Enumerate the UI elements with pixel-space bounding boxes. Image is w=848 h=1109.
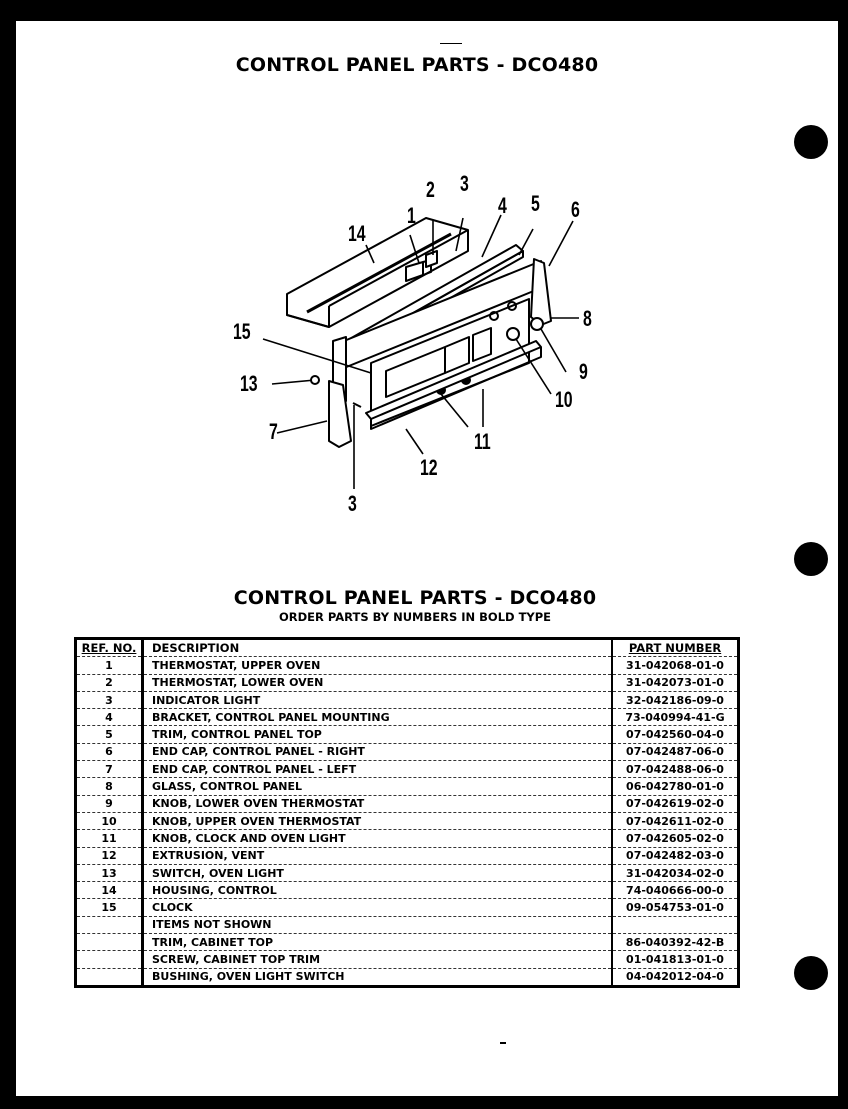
binder-hole-icon <box>794 542 828 576</box>
page-title: CONTROL PANEL PARTS - DCO480 <box>235 54 599 76</box>
scan-mark <box>440 43 462 44</box>
parts-page <box>16 21 838 1096</box>
part-number-cell: 07-042611-02-0 <box>612 812 739 829</box>
part-number-cell: 86-040392-42-B <box>612 934 739 951</box>
description-cell: BUSHING, OVEN LIGHT SWITCH <box>143 968 613 986</box>
ref-cell: 4 <box>76 709 143 726</box>
ref-cell <box>76 916 143 933</box>
callout-5: 5 <box>531 191 540 216</box>
callout-9: 9 <box>579 359 588 384</box>
part-number-cell: 31-042034-02-0 <box>612 864 739 881</box>
table-row <box>76 934 739 951</box>
description-cell: HOUSING, CONTROL <box>143 882 613 899</box>
description-cell: KNOB, LOWER OVEN THERMOSTAT <box>143 795 613 812</box>
description-cell: INDICATOR LIGHT <box>143 691 613 708</box>
description-cell: THERMOSTAT, UPPER OVEN <box>143 657 613 674</box>
callout-3-lower: 3 <box>348 491 357 516</box>
table-subtitle: ORDER PARTS BY NUMBERS IN BOLD TYPE <box>278 610 552 624</box>
callout-3: 3 <box>460 171 469 196</box>
ref-cell: 6 <box>76 743 143 760</box>
part-number-cell: 31-042068-01-0 <box>612 657 739 674</box>
ref-cell <box>76 951 143 968</box>
ref-cell: 10 <box>76 812 143 829</box>
table-row <box>76 847 739 864</box>
ref-cell: 5 <box>76 726 143 743</box>
ref-cell: 2 <box>76 674 143 691</box>
description-cell: CLOCK <box>143 899 613 916</box>
scan-mark <box>500 1042 506 1044</box>
table-row <box>76 882 739 899</box>
table-row <box>76 968 739 986</box>
table-row <box>76 795 739 812</box>
description-cell: THERMOSTAT, LOWER OVEN <box>143 674 613 691</box>
header-description: DESCRIPTION <box>143 639 613 657</box>
callout-4: 4 <box>498 193 507 218</box>
ref-cell: 12 <box>76 847 143 864</box>
table-row <box>76 899 739 916</box>
callout-13: 13 <box>240 371 258 396</box>
section-header-row <box>76 916 739 933</box>
table-row <box>76 674 739 691</box>
callout-10: 10 <box>555 387 573 412</box>
table-row <box>76 812 739 829</box>
part-number-cell: 32-042186-09-0 <box>612 691 739 708</box>
binder-hole-icon <box>794 125 828 159</box>
part-number-cell: 07-042488-06-0 <box>612 761 739 778</box>
callout-11: 11 <box>474 429 491 454</box>
callout-15: 15 <box>233 319 251 344</box>
table-row <box>76 726 739 743</box>
part-number-cell: 07-042487-06-0 <box>612 743 739 760</box>
description-cell: TRIM, CONTROL PANEL TOP <box>143 726 613 743</box>
part-number-cell: 09-054753-01-0 <box>612 899 739 916</box>
callout-6: 6 <box>571 197 580 222</box>
callout-2: 2 <box>426 177 435 202</box>
table-row <box>76 864 739 881</box>
description-cell: SCREW, CABINET TOP TRIM <box>143 951 613 968</box>
callout-8: 8 <box>583 306 592 331</box>
ref-cell: 9 <box>76 795 143 812</box>
table-row <box>76 691 739 708</box>
table-row <box>76 951 739 968</box>
description-cell: KNOB, UPPER OVEN THERMOSTAT <box>143 812 613 829</box>
ref-cell: 8 <box>76 778 143 795</box>
description-cell: EXTRUSION, VENT <box>143 847 613 864</box>
part-number-cell: 07-042605-02-0 <box>612 830 739 847</box>
table-row <box>76 830 739 847</box>
ref-cell: 11 <box>76 830 143 847</box>
ref-cell: 3 <box>76 691 143 708</box>
ref-cell <box>76 968 143 986</box>
part-number-cell: 73-040994-41-G <box>612 709 739 726</box>
header-part-number: PART NUMBER <box>612 639 739 657</box>
ref-cell: 13 <box>76 864 143 881</box>
callout-7: 7 <box>269 419 278 444</box>
description-cell: END CAP, CONTROL PANEL - RIGHT <box>143 743 613 760</box>
description-cell: BRACKET, CONTROL PANEL MOUNTING <box>143 709 613 726</box>
part-number-cell: 04-042012-04-0 <box>612 968 739 986</box>
callout-1: 1 <box>407 203 416 228</box>
exploded-parts-diagram <box>211 151 631 521</box>
ref-cell <box>76 934 143 951</box>
description-cell: END CAP, CONTROL PANEL - LEFT <box>143 761 613 778</box>
table-row <box>76 743 739 760</box>
ref-cell: 7 <box>76 761 143 778</box>
part-number-cell: 01-041813-01-0 <box>612 951 739 968</box>
table-row <box>76 761 739 778</box>
description-cell: TRIM, CABINET TOP <box>143 934 613 951</box>
ref-cell: 15 <box>76 899 143 916</box>
binder-hole-icon <box>794 956 828 990</box>
table-header-row <box>76 639 739 657</box>
description-cell: KNOB, CLOCK AND OVEN LIGHT <box>143 830 613 847</box>
part-number-cell: 07-042619-02-0 <box>612 795 739 812</box>
table-row <box>76 657 739 674</box>
parts-table <box>74 637 740 988</box>
callout-14: 14 <box>348 221 366 246</box>
table-title: CONTROL PANEL PARTS - DCO480 <box>233 587 597 609</box>
callout-12: 12 <box>420 455 438 480</box>
ref-cell: 1 <box>76 657 143 674</box>
part-number-cell: 06-042780-01-0 <box>612 778 739 795</box>
description-cell: GLASS, CONTROL PANEL <box>143 778 613 795</box>
ref-cell: 14 <box>76 882 143 899</box>
part-number-cell: 74-040666-00-0 <box>612 882 739 899</box>
table-row <box>76 778 739 795</box>
part-number-cell <box>612 916 739 933</box>
part-number-cell: 31-042073-01-0 <box>612 674 739 691</box>
header-ref-no: REF. NO. <box>76 639 143 657</box>
section-label: ITEMS NOT SHOWN <box>143 916 613 933</box>
table-row <box>76 709 739 726</box>
description-cell: SWITCH, OVEN LIGHT <box>143 864 613 881</box>
part-number-cell: 07-042560-04-0 <box>612 726 739 743</box>
part-number-cell: 07-042482-03-0 <box>612 847 739 864</box>
